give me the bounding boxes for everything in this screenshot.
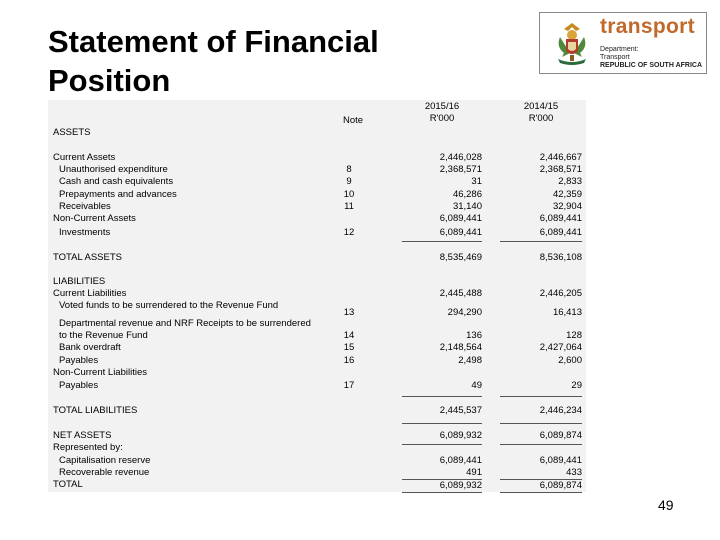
row-value-y1: 49	[471, 380, 482, 391]
divider	[402, 492, 482, 493]
row-note: 12	[343, 227, 355, 238]
header-year-2: 2014/15	[523, 101, 559, 112]
row-note: 9	[346, 176, 352, 187]
row-label: Payables	[59, 380, 99, 391]
row-value-y2: 6,089,441	[539, 227, 582, 238]
row-label: Capitalisation reserve	[59, 455, 151, 466]
row-value-y2: 6,089,441	[539, 455, 582, 466]
row-label: Unauthorised expenditure	[59, 164, 168, 175]
row-value-y2: 16,413	[552, 307, 582, 318]
row-note: 8	[346, 164, 352, 175]
row-note: 17	[343, 380, 355, 391]
row-note: 11	[344, 201, 354, 212]
logo-line-3: REPUBLIC OF SOUTH AFRICA	[600, 62, 703, 69]
total-liabilities-y1: 2,445,537	[439, 405, 482, 416]
row-value-y1: 2,368,571	[439, 164, 482, 175]
row-label: Receivables	[59, 201, 111, 212]
non-current-assets-y1: 6,089,441	[439, 213, 482, 224]
net-assets-y2: 6,089,874	[539, 430, 582, 441]
row-value-y2: 128	[566, 330, 582, 341]
row-value-y2: 29	[571, 380, 582, 391]
logo-wordmark: transport	[600, 15, 695, 38]
row-value-y2: 2,600	[558, 355, 582, 366]
row-label: Cash and cash equivalents	[59, 176, 174, 187]
divider	[402, 241, 482, 242]
row-value-y2: 433	[566, 467, 582, 478]
page-title	[48, 22, 379, 100]
divider	[500, 241, 582, 242]
divider	[500, 423, 582, 424]
total-liabilities-label: TOTAL LIABILITIES	[53, 405, 138, 416]
divider	[402, 423, 482, 424]
row-label-cont: to the Revenue Fund	[59, 330, 148, 341]
header-unit-1: R'000	[429, 113, 455, 124]
row-value-y2: 42,359	[552, 189, 582, 200]
row-value-y1: 294,290	[447, 307, 482, 318]
total-assets-y2: 8,536,108	[539, 252, 582, 263]
row-label: Payables	[59, 355, 99, 366]
net-assets-label: NET ASSETS	[53, 430, 112, 441]
divider	[500, 396, 582, 397]
row-value-y2: 2,833	[558, 176, 582, 187]
row-note: 15	[343, 342, 355, 353]
row-note: 13	[343, 307, 355, 318]
divider	[402, 396, 482, 397]
divider	[402, 444, 482, 445]
title-line-2: Position	[48, 63, 171, 98]
section-liabilities: LIABILITIES	[53, 276, 106, 287]
row-label: Departmental revenue and NRF Receipts to be surrendered	[59, 318, 311, 329]
row-note: 10	[343, 189, 355, 200]
non-current-assets-y2: 6,089,441	[539, 213, 582, 224]
total-assets-y1: 8,535,469	[439, 252, 482, 263]
row-label: Recoverable revenue	[59, 467, 150, 478]
page-number: 49	[658, 497, 674, 513]
logo-line-1: Department:	[600, 46, 639, 53]
header-unit-2: R'000	[528, 113, 554, 124]
row-value-y1: 46,286	[452, 189, 482, 200]
current-liabilities-y2: 2,446,205	[539, 288, 582, 299]
net-assets-y1: 6,089,932	[439, 430, 482, 441]
non-current-liabilities-label: Non-Current Liabilities	[53, 367, 147, 378]
represented-by-label: Represented by:	[53, 442, 123, 453]
row-value-y2: 2,427,064	[539, 342, 582, 353]
total-y2: 6,089,874	[539, 480, 582, 491]
row-value-y1: 136	[466, 330, 482, 341]
row-note: 14	[343, 330, 355, 341]
total-assets-label: TOTAL ASSETS	[53, 252, 122, 263]
row-value-y1: 491	[466, 467, 482, 478]
total-label: TOTAL	[53, 479, 83, 490]
row-value-y1: 2,498	[458, 355, 482, 366]
row-value-y1: 2,148,564	[439, 342, 482, 353]
row-label: Bank overdraft	[59, 342, 121, 353]
transport-logo	[539, 12, 707, 74]
row-value-y2: 32,904	[552, 201, 582, 212]
current-assets-y2: 2,446,667	[539, 152, 582, 163]
row-label: Voted funds to be surrendered to the Revenue Fund	[59, 300, 279, 311]
row-value-y2: 2,368,571	[539, 164, 582, 175]
coat-of-arms-icon	[546, 17, 598, 69]
current-assets-label: Current Assets	[53, 152, 116, 163]
non-current-assets-label: Non-Current Assets	[53, 213, 136, 224]
logo-line-2: Transport	[600, 54, 630, 61]
current-assets-y1: 2,446,028	[439, 152, 482, 163]
row-value-y1: 6,089,441	[439, 455, 482, 466]
row-label: Investments	[59, 227, 111, 238]
row-value-y1: 6,089,441	[439, 227, 482, 238]
total-y1: 6,089,932	[439, 480, 482, 491]
header-year-1: 2015/16	[424, 101, 460, 112]
row-value-y1: 31	[471, 176, 482, 187]
divider	[500, 492, 582, 493]
current-liabilities-y1: 2,445,488	[439, 288, 482, 299]
title-line-1: Statement of Financial	[48, 24, 379, 59]
row-note: 16	[343, 355, 355, 366]
header-note: Note	[342, 115, 364, 126]
total-liabilities-y2: 2,446,234	[539, 405, 582, 416]
divider	[500, 444, 582, 445]
row-value-y1: 31,140	[452, 201, 482, 212]
row-label: Prepayments and advances	[59, 189, 177, 200]
section-assets: ASSETS	[53, 127, 91, 138]
current-liabilities-label: Current Liabilities	[53, 288, 127, 299]
